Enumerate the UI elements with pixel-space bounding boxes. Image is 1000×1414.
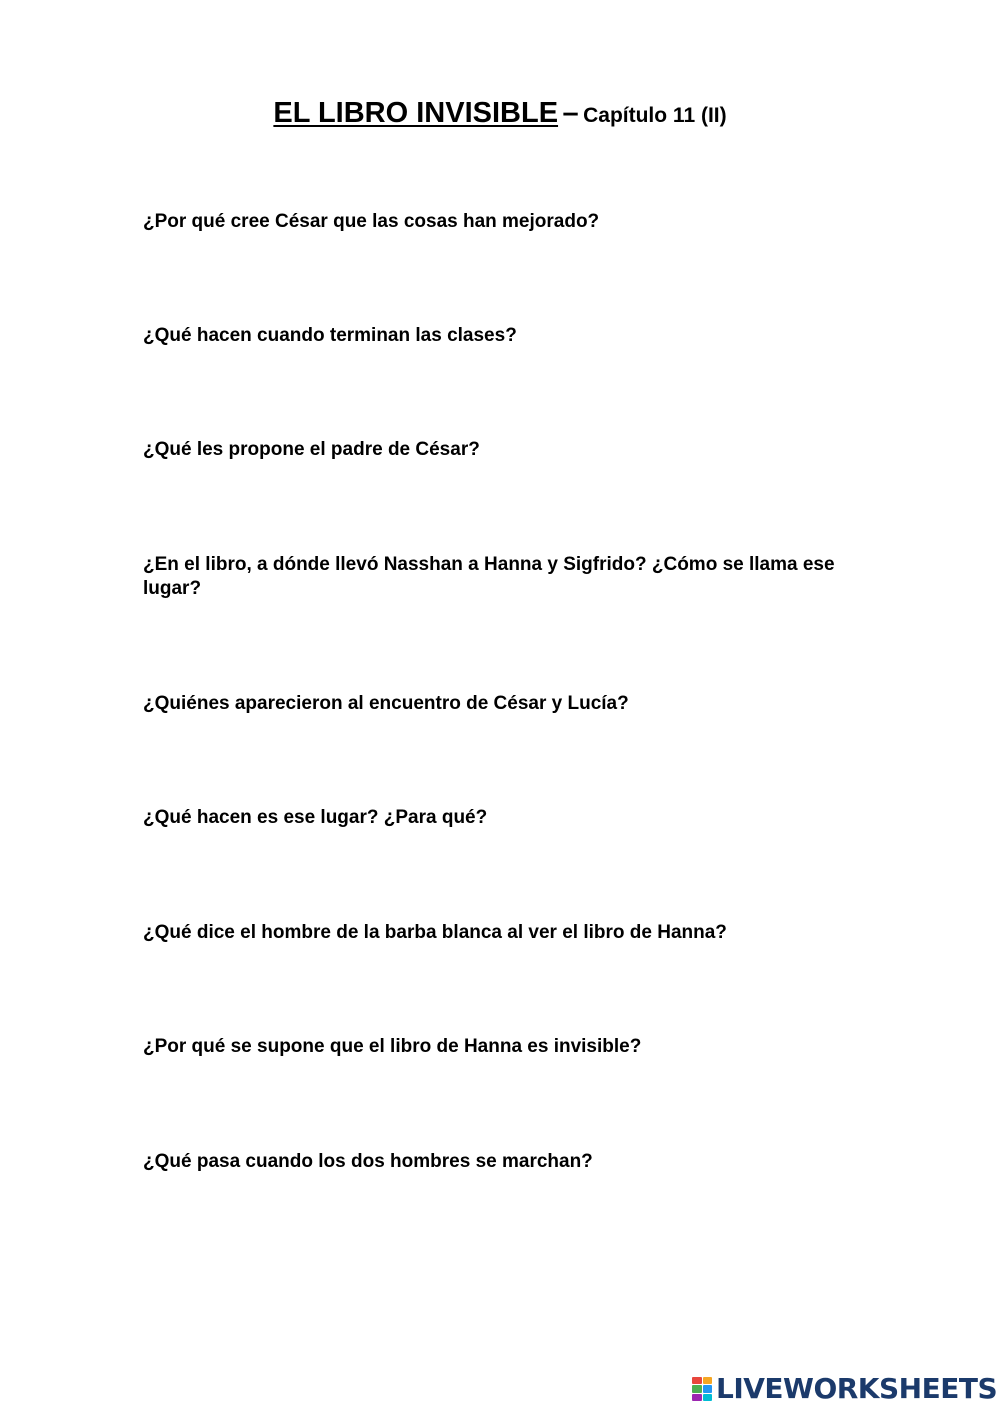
question-9: ¿Qué pasa cuando los dos hombres se marchan? [143, 1151, 593, 1172]
question-5: ¿Quiénes aparecieron al encuentro de César y Lucía? [143, 693, 629, 714]
question-2: ¿Qué hacen cuando terminan las clases? [143, 325, 517, 346]
page-title [0, 96, 1000, 131]
question-6: ¿Qué hacen es ese lugar? ¿Para qué? [143, 807, 488, 828]
question-8: ¿Por qué se supone que el libro de Hanna es invisible? [143, 1036, 642, 1057]
title-subtitle: Capítulo 11 (II) [583, 104, 727, 127]
question-7: ¿Qué dice el hombre de la barba blanca al ver el libro de Hanna? [143, 922, 727, 943]
liveworksheets-grid-icon [692, 1377, 712, 1401]
question-1: ¿Por qué cree César que las cosas han mejorado? [143, 211, 600, 232]
title-dash: – [562, 97, 579, 129]
liveworksheets-logo [692, 1374, 997, 1404]
logo-text: LIVEWORKSHEETS [716, 1372, 998, 1405]
title-main: EL LIBRO INVISIBLE [273, 97, 559, 129]
question-4: ¿En el libro, a dónde llevó Nasshan a Hanna y Sigfrido? ¿Cómo se llama ese lugar? [143, 554, 835, 599]
question-3: ¿Qué les propone el padre de César? [143, 439, 480, 460]
